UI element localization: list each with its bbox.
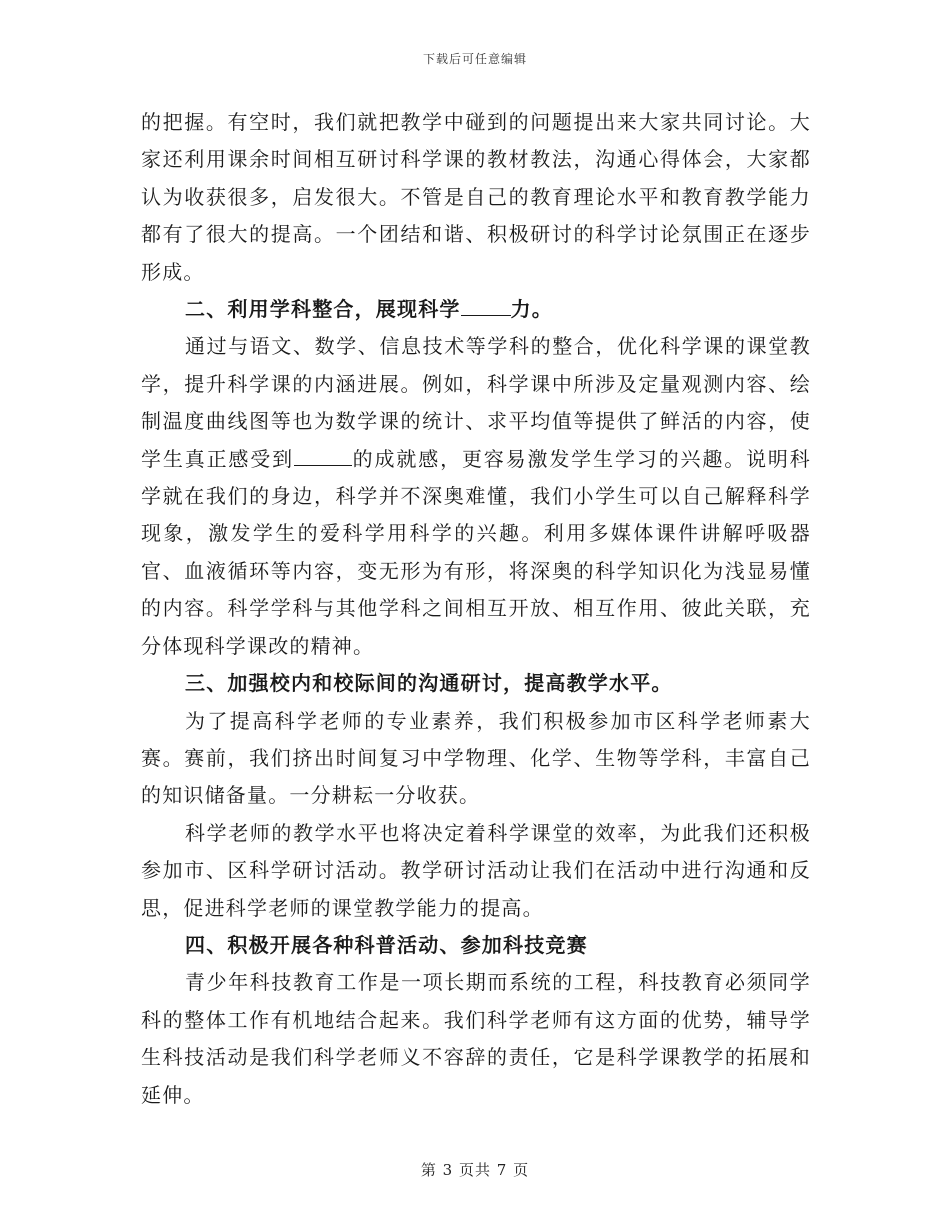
fill-in-blank <box>461 293 511 316</box>
paragraph-continuation: 的把握。有空时，我们就把教学中碰到的问题提出来大家共同讨论。大家还利用课余时间相互研讨科学课的教材教法，沟通心得体会，大家都认为收获很多，启发很大。不管是自己的教育理论水平和教育教学能力都有了很大的提高。一个团结和谐、积极研讨的科学讨论氛围正在逐步形成。 <box>141 110 811 284</box>
heading-text-end: 力。 <box>510 297 554 322</box>
paragraph-text: 通过与语文、数学、信息技术等学科的整合，优化科学课的课堂教学，提升科学课的内涵进展。例如，科学课中所涉及定量观测内容、绘制温度曲线图等也为数学课的统计、求平均值等提供了鲜活的内容，使学生真正感受到 <box>141 334 811 471</box>
paragraph-research: 科学老师的教学水平也将决定着科学课堂的效率，为此我们还积极参加市、区科学研讨活动。教学研讨活动让我们在活动中进行沟通和反思，促进科学老师的课堂教学能力的提高。 <box>141 820 811 920</box>
page-header: 下载后可任意编辑 <box>422 52 527 66</box>
section-heading-4: 四、积极开展各种科普活动、参加科技竞赛 <box>185 932 588 957</box>
section-heading-3: 三、加强校内和校际间的沟通研讨，提高教学水平。 <box>185 671 673 696</box>
paragraph-competition: 为了提高科学老师的专业素养，我们积极参加市区科学老师素大赛。赛前，我们挤出时间复习中学物理、化学、生物等学科，丰富自己的知识储备量。一分耕耘一分收获。 <box>141 708 811 808</box>
paragraph-integration <box>141 328 811 665</box>
page-footer: 第 3 页共 7 页 <box>420 1161 530 1179</box>
document-body <box>141 104 811 1114</box>
section-heading-2 <box>141 291 811 328</box>
paragraph-text-end: 的成就感，更容易激发学生学习的兴趣。说明科学就在我们的身边，科学并不深奥难懂，我们小学生可以自己解释科学现象，激发学生的爱科学用科学的兴趣。利用多媒体课件讲解呼吸器官、血液循环等内容，变无形为有形，将深奥的科学知识化为浅显易懂的内容。科学学科与其他学科之间相互开放、相互作用、彼此关联，充分体现科学课改的精神。 <box>141 446 811 658</box>
fill-in-blank <box>294 443 352 466</box>
paragraph-tech-education: 青少年科技教育工作是一项长期而系统的工程，科技教育必须同学科的整体工作有机地结合起来。我们科学老师有这方面的优势，辅导学生科技活动是我们科学老师义不容辞的责任，它是科学课教学的拓展和延伸。 <box>141 970 811 1107</box>
heading-text: 二、利用学科整合，展现科学 <box>185 297 461 322</box>
